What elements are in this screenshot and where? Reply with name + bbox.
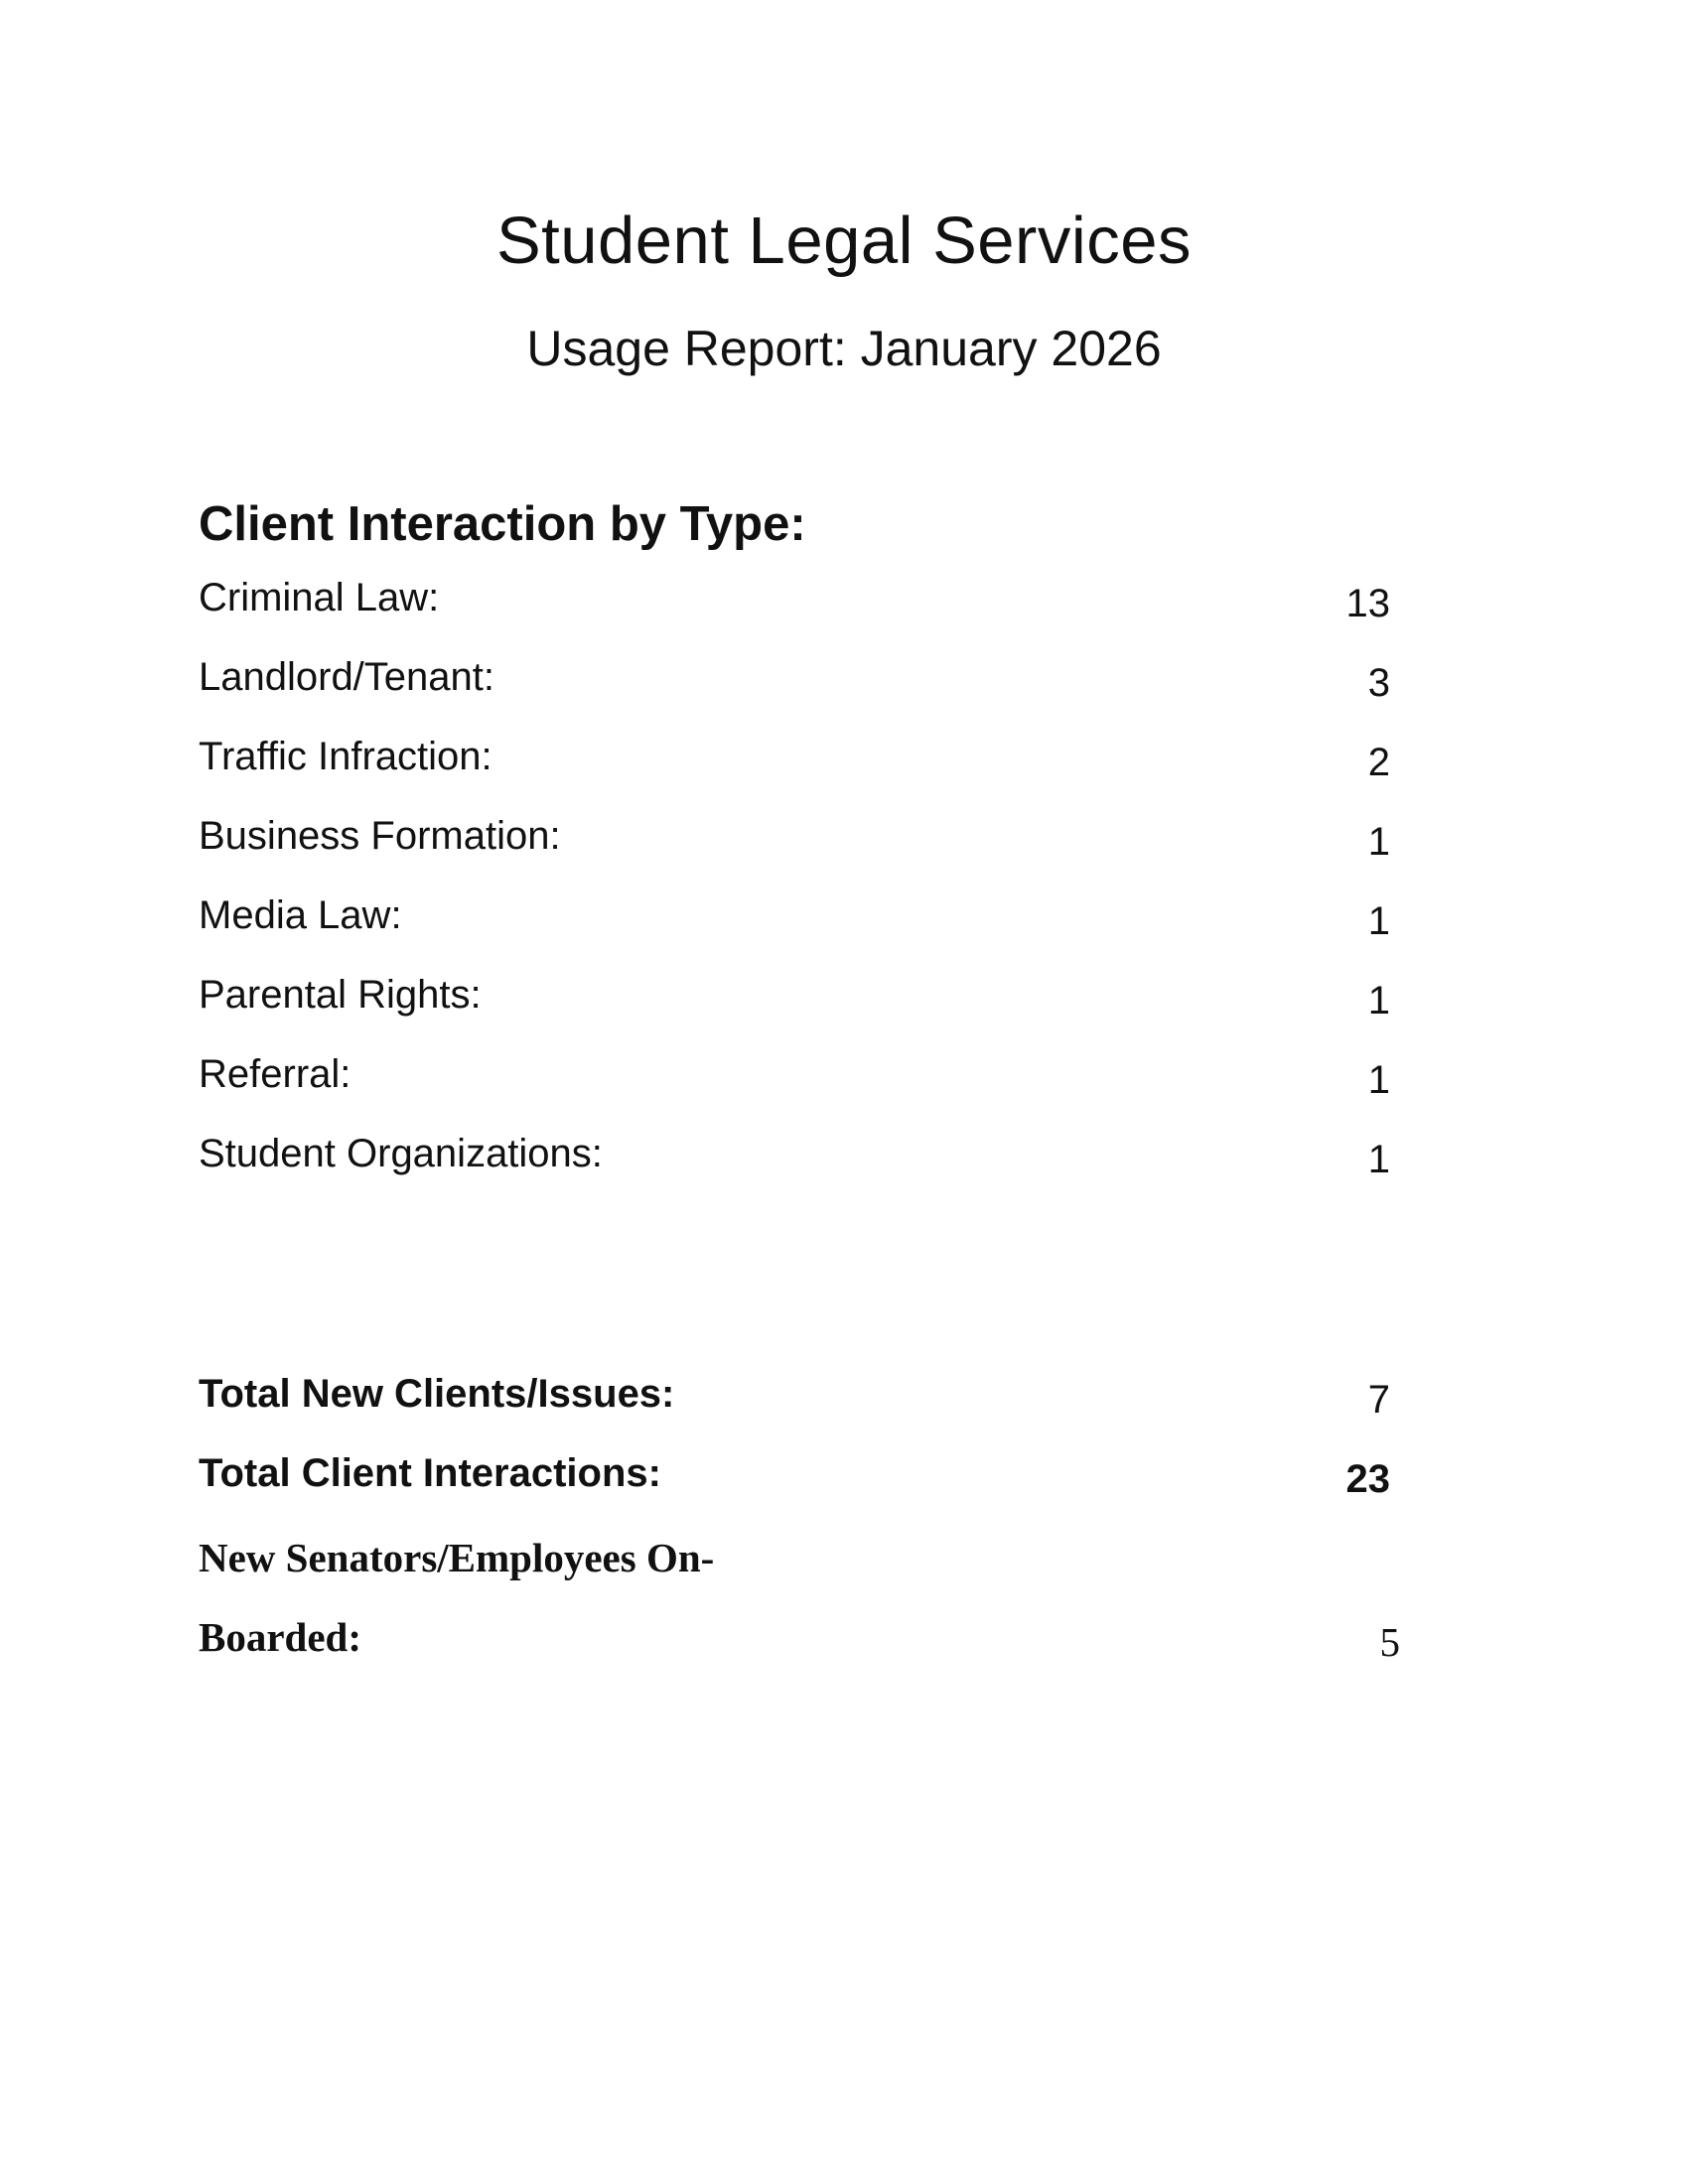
total-new-clients-value: 7 <box>1367 1378 1390 1422</box>
interaction-label: Landlord/Tenant: <box>199 655 495 699</box>
interaction-label: Business Formation: <box>199 814 561 858</box>
interaction-value: 2 <box>1367 741 1390 784</box>
interaction-value: 13 <box>1345 582 1390 625</box>
interaction-label: Criminal Law: <box>199 576 440 619</box>
interaction-row <box>199 973 1400 1032</box>
onboarded-label-line2: Boarded: <box>199 1614 361 1660</box>
interaction-label: Student Organizations: <box>199 1132 603 1175</box>
interaction-row <box>199 655 1400 715</box>
interaction-value: 1 <box>1367 820 1390 864</box>
total-interactions-row <box>199 1451 1400 1511</box>
interaction-label: Referral: <box>199 1052 352 1096</box>
onboarded-label-line1: New Senators/Employees On- <box>199 1535 715 1580</box>
interaction-value: 3 <box>1367 661 1390 705</box>
interaction-label: Parental Rights: <box>199 973 482 1017</box>
interaction-row <box>199 576 1400 635</box>
interaction-row <box>199 1132 1400 1191</box>
interaction-row <box>199 1052 1400 1112</box>
report-subtitle: Usage Report: January 2026 <box>526 321 1162 376</box>
interaction-value: 1 <box>1367 1138 1390 1181</box>
report-title: Student Legal Services <box>495 204 1193 278</box>
interaction-value: 1 <box>1367 1058 1390 1102</box>
interaction-row <box>199 735 1400 794</box>
interaction-label: Traffic Infraction: <box>199 735 492 778</box>
total-interactions-value: 23 <box>1345 1457 1390 1501</box>
total-new-clients-label: Total New Clients/Issues: <box>199 1372 675 1416</box>
total-new-clients-row <box>199 1372 1400 1432</box>
onboarded-value: 5 <box>1379 1619 1400 1665</box>
interaction-row <box>199 814 1400 874</box>
interaction-value: 1 <box>1367 979 1390 1023</box>
section-heading: Client Interaction by Type: <box>199 497 806 551</box>
total-interactions-label: Total Client Interactions: <box>199 1451 661 1495</box>
interaction-value: 1 <box>1367 899 1390 943</box>
interaction-row <box>199 893 1400 953</box>
interaction-label: Media Law: <box>199 893 402 937</box>
